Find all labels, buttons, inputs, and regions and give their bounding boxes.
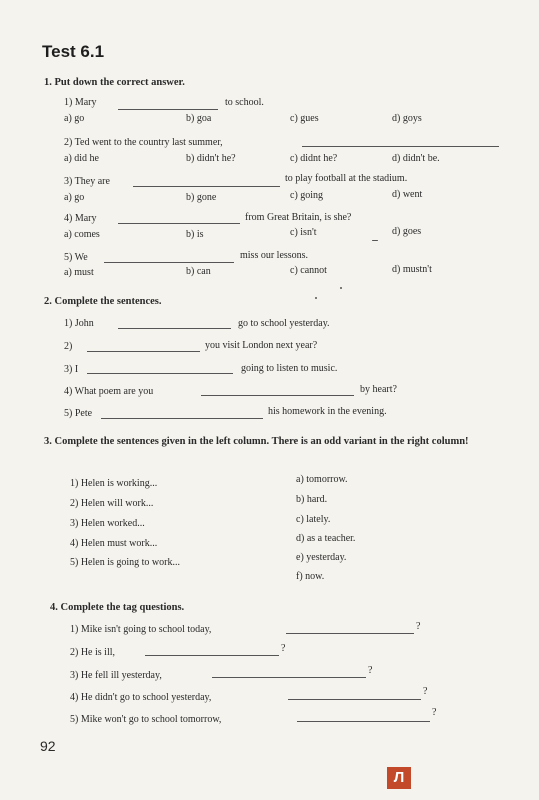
s1-item5-option-d: d) mustn't: [392, 264, 432, 275]
s1-item3-option-c: c) going: [290, 190, 324, 201]
s1-item1-option-a: a) go: [64, 113, 85, 124]
s3-left-3: 3) Helen worked...: [70, 518, 145, 529]
s3-left-4: 4) Helen must work...: [70, 538, 158, 549]
print-speck: [340, 287, 342, 289]
s2-item2-blank: [87, 351, 200, 352]
section1-heading: 1. Put down the correct answer.: [44, 77, 185, 88]
s1-item2-option-d: d) didn't be.: [392, 153, 440, 164]
s1-item5-stem: 5) We: [64, 252, 88, 263]
s1-item5-option-c: c) cannot: [290, 265, 327, 276]
s1-item2-option-b: b) didn't he?: [186, 153, 236, 164]
s1-item4-stem: 4) Mary: [64, 213, 97, 224]
section3-heading: 3. Complete the sentences given in the left column. There is an odd variant in the right column!: [44, 436, 469, 447]
s1-item5-stem-end: miss our lessons.: [240, 250, 309, 261]
s1-item2-option-c: c) didnt he?: [290, 153, 338, 164]
s2-item5-end: his homework in the evening.: [268, 406, 387, 417]
print-speck: [372, 240, 378, 241]
s1-item4-option-a: a) comes: [64, 229, 100, 240]
s4-item1-text: 1) Mike isn't going to school today,: [70, 624, 212, 635]
s1-item3-stem: 3) They are: [64, 176, 110, 187]
s4-item2-text: 2) He is ill,: [70, 647, 115, 658]
s2-item3-end: going to listen to music.: [241, 363, 338, 374]
s2-item2-end: you visit London next year?: [205, 340, 318, 351]
s4-item3-blank: [212, 677, 366, 678]
s2-item1-blank: [118, 328, 231, 329]
s1-item3-option-d: d) went: [392, 189, 423, 200]
s4-item4-qmark: ?: [423, 686, 428, 697]
s1-item2-stem: 2) Ted went to the country last summer,: [64, 137, 223, 148]
s1-item4-blank: [118, 223, 240, 224]
section4-heading: 4. Complete the tag questions.: [50, 602, 185, 613]
s2-item1-end: go to school yesterday.: [238, 318, 330, 329]
section2-heading: 2. Complete the sentences.: [44, 296, 162, 307]
s3-right-f: f) now.: [296, 571, 325, 582]
s4-item5-qmark: ?: [432, 707, 437, 718]
s1-item3-option-a: a) go: [64, 192, 85, 203]
s2-item1-start: 1) John: [64, 318, 94, 329]
s2-item4-start: 4) What poem are you: [64, 386, 154, 397]
s3-right-b: b) hard.: [296, 494, 328, 505]
s2-item4-end: by heart?: [360, 384, 397, 395]
s4-item1-blank: [286, 633, 414, 634]
publisher-logo: Л: [387, 767, 411, 789]
s1-item1-option-d: d) goys: [392, 113, 422, 124]
s1-item4-option-c: c) isn't: [290, 227, 317, 238]
test-title: Test 6.1: [42, 42, 105, 61]
s1-item2-option-a: a) did he: [64, 153, 99, 164]
s4-item2-qmark: ?: [281, 643, 286, 654]
s4-item5-blank: [297, 721, 430, 722]
s1-item5-option-b: b) can: [186, 266, 211, 277]
s3-right-a: a) tomorrow.: [296, 474, 348, 485]
page-number: 92: [40, 738, 56, 754]
s1-item1-blank: [118, 109, 218, 110]
s4-item1-qmark: ?: [416, 621, 421, 632]
s4-item3-text: 3) He fell ill yesterday,: [70, 670, 162, 681]
s3-left-2: 2) Helen will work...: [70, 498, 154, 509]
s1-item1-option-b: b) goa: [186, 113, 212, 124]
s2-item5-start: 5) Pete: [64, 408, 93, 419]
s1-item4-stem-end: from Great Britain, is she?: [245, 212, 352, 223]
s2-item3-blank: [87, 373, 233, 374]
s4-item4-text: 4) He didn't go to school yesterday,: [70, 692, 212, 703]
s3-right-d: d) as a teacher.: [296, 533, 356, 544]
s1-item3-blank: [133, 186, 280, 187]
s2-item5-blank: [101, 418, 263, 419]
s4-item3-qmark: ?: [368, 665, 373, 676]
s1-item3-stem-end: to play football at the stadium.: [285, 173, 408, 184]
s3-right-e: e) yesterday.: [296, 552, 347, 563]
s2-item4-blank: [201, 395, 354, 396]
s1-item1-stem: 1) Mary: [64, 97, 97, 108]
s1-item5-option-a: a) must: [64, 267, 94, 278]
s1-item3-option-b: b) gone: [186, 192, 217, 203]
s2-item2-start: 2): [64, 341, 73, 352]
s1-item1-option-c: c) gues: [290, 113, 319, 124]
s4-item2-blank: [145, 655, 279, 656]
s1-item4-option-b: b) is: [186, 229, 204, 240]
s1-item4-option-d: d) goes: [392, 226, 422, 237]
s1-item2-blank: [302, 146, 499, 147]
s2-item3-start: 3) I: [64, 364, 79, 375]
s1-item5-blank: [104, 262, 234, 263]
s4-item5-text: 5) Mike won't go to school tomorrow,: [70, 714, 222, 725]
s3-left-1: 1) Helen is working...: [70, 478, 158, 489]
s4-item4-blank: [288, 699, 421, 700]
s1-item1-stem-end: to school.: [225, 97, 264, 108]
s3-left-5: 5) Helen is going to work...: [70, 557, 180, 568]
print-speck: [315, 297, 317, 299]
s3-right-c: c) lately.: [296, 514, 331, 525]
